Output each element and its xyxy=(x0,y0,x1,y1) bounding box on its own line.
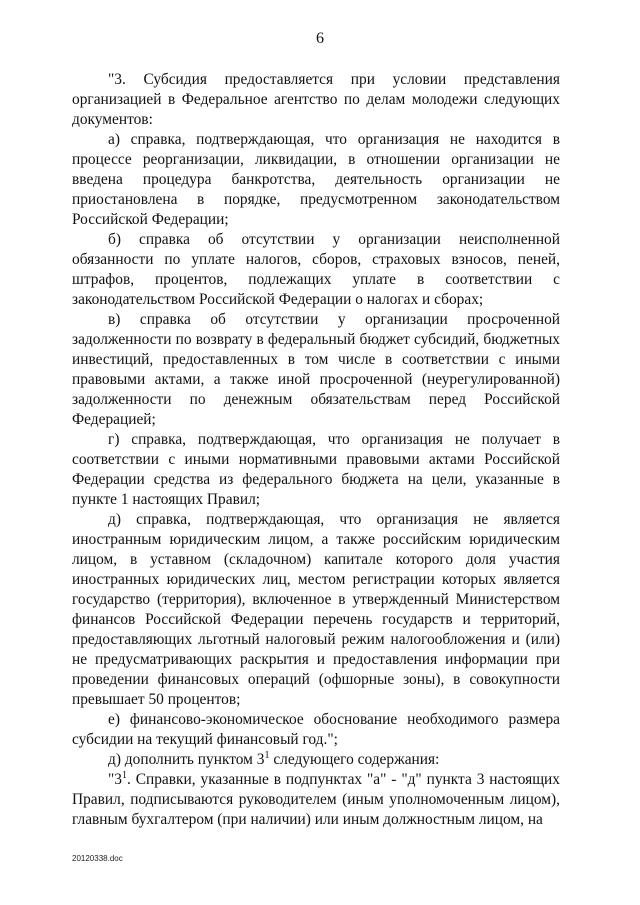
paragraph-item-v: в) справка об отсутствии у организации просроченной задолженности по возврату в федеральный бюджет субсидий, бюджетных инвестиций, предоставленных в том числе в соответствии с иными правовыми актами, а также иной просроченной (неурегулированной) задолженности по денежным обязательствам перед Российской Федерацией; xyxy=(72,311,560,428)
new-clause-lead: "3 xyxy=(108,771,122,788)
paragraph-intro: "3. Субсидия предоставляется при условии представления организацией в Федеральное агентство по делам молодежи следующих документов: xyxy=(72,71,560,128)
paragraph-item-a: а) справка, подтверждающая, что организация не находится в процессе реорганизации, ликвидации, в отношении организации не введена процедура банкротства, деятельность организации не приостановлена в порядке, предусмотренном законодательством Российской Федерации; xyxy=(72,131,560,228)
document-file-code: 20120338.doc xyxy=(72,854,123,863)
paragraph-item-d: д) справка, подтверждающая, что организация не является иностранным юридическим лицом, а также российским юридическим лицом, в уставном (складочном) капитале которого доля участия иностранных юридических лиц, местом регистрации которых является государство (территория), включенное в утвержденный Министерством финансов Российской Федерации перечень государств и территорий, предоставляющих льготный налоговый режим налогообложения и (или) не предусматривающих раскрытия и предоставления информации при проведении финансовых операций (офшорные зоны), в совокупности превышает 50 процентов; xyxy=(72,511,560,708)
amendment-text-before: д) дополнить пунктом 3 xyxy=(108,751,265,768)
paragraph-amendment xyxy=(72,750,560,770)
page-number: 6 xyxy=(316,30,324,47)
paragraph-item-b: б) справка об отсутствии у организации неисполненной обязанности по уплате налогов, сборов, страховых взносов, пеней, штрафов, процентов, подлежащих уплате в соответствии с законодательством Российской Федерации о налогах и сборах; xyxy=(72,231,560,308)
new-clause-superscript: 1 xyxy=(121,769,127,781)
document-body xyxy=(72,70,560,830)
new-clause-text: . Справки, указанные в подпунктах "а" - "д" пункта 3 настоящих Правил, подписываются руководителем (иным уполномоченным лицом), главным бухгалтером (при наличии) или иным должностным лицом, на xyxy=(72,771,560,828)
amendment-text-after: следующего содержания: xyxy=(269,751,440,768)
paragraph-item-g: г) справка, подтверждающая, что организация не получает в соответствии с иными нормативными правовыми актами Российской Федерации средства из федерального бюджета на цели, указанные в пункте 1 настоящих Правил; xyxy=(72,431,560,508)
paragraph-item-e: е) финансово-экономическое обоснование необходимого размера субсидии на текущий финансовый год."; xyxy=(72,711,560,748)
amendment-superscript: 1 xyxy=(264,749,270,761)
paragraph-new-clause xyxy=(72,770,560,830)
